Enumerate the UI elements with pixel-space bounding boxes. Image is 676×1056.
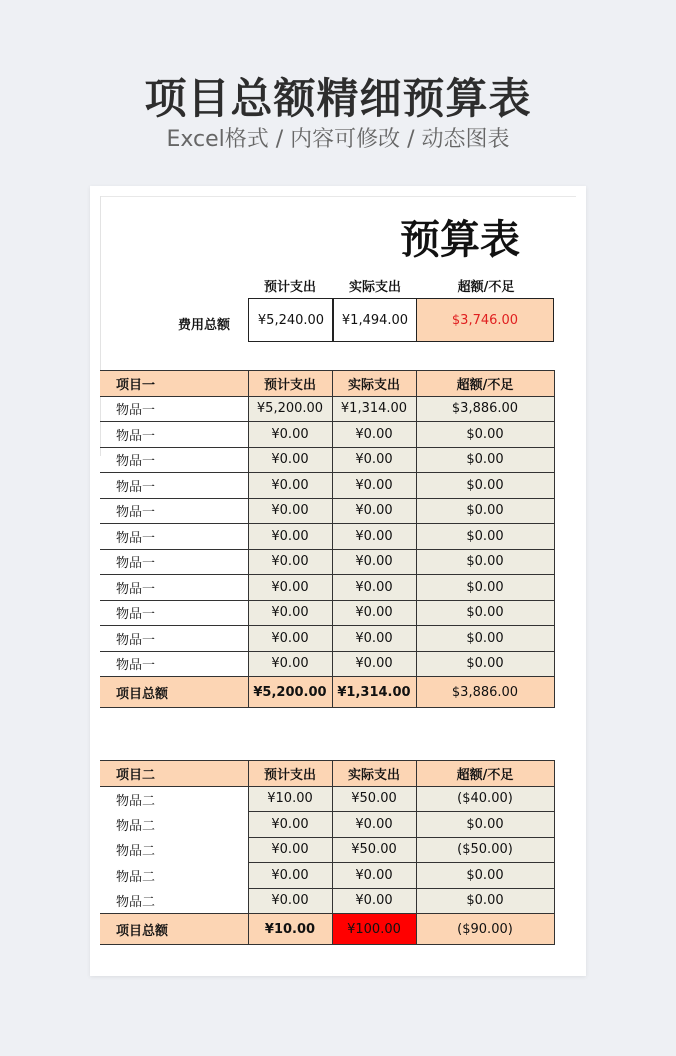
diff-cell[interactable]: ($90.00) — [416, 914, 554, 945]
actual-cell[interactable]: ¥0.00 — [332, 549, 416, 575]
actual-cell[interactable]: ¥0.00 — [332, 600, 416, 626]
section-two-table — [100, 760, 555, 945]
item-name-cell[interactable]: 物品二 — [100, 863, 248, 889]
diff-cell[interactable]: $3,886.00 — [416, 677, 554, 708]
diff-cell[interactable]: ($50.00) — [416, 837, 554, 863]
table-row — [100, 626, 554, 652]
actual-cell[interactable]: ¥100.00 — [332, 914, 416, 945]
planned-cell[interactable]: 预计支出 — [248, 761, 332, 787]
diff-cell[interactable]: $0.00 — [416, 473, 554, 499]
diff-cell[interactable]: 超额/不足 — [416, 371, 554, 397]
table-row — [100, 447, 554, 473]
planned-cell[interactable]: ¥0.00 — [248, 524, 332, 550]
item-name-cell[interactable]: 物品一 — [100, 651, 248, 677]
summary-col-actual: 实际支出 — [348, 280, 401, 295]
item-name-cell[interactable]: 物品一 — [100, 626, 248, 652]
planned-cell[interactable]: ¥0.00 — [248, 447, 332, 473]
item-name-cell[interactable]: 物品二 — [100, 786, 248, 812]
gridline — [100, 196, 576, 197]
table-row — [100, 473, 554, 499]
table-row — [100, 422, 554, 448]
diff-cell[interactable]: $3,886.00 — [416, 396, 554, 422]
diff-cell[interactable]: $0.00 — [416, 600, 554, 626]
sheet-title: 预算表 — [400, 217, 520, 263]
item-name-cell[interactable]: 项目总额 — [100, 677, 248, 708]
diff-cell[interactable]: $0.00 — [416, 812, 554, 838]
planned-cell[interactable]: ¥0.00 — [248, 888, 332, 914]
table-header-row — [100, 761, 554, 787]
actual-cell[interactable]: ¥0.00 — [332, 524, 416, 550]
diff-cell[interactable]: ($40.00) — [416, 786, 554, 812]
planned-cell[interactable]: ¥0.00 — [248, 422, 332, 448]
page-title: 项目总额精细预算表 — [144, 74, 532, 123]
section-one-table — [100, 370, 555, 708]
planned-cell[interactable]: ¥0.00 — [248, 812, 332, 838]
table-row — [100, 812, 554, 838]
planned-cell[interactable]: ¥5,200.00 — [248, 677, 332, 708]
summary-actual-cell[interactable]: ¥1,494.00 — [332, 298, 418, 342]
diff-cell[interactable]: $0.00 — [416, 549, 554, 575]
item-name-cell[interactable]: 物品一 — [100, 447, 248, 473]
table-row — [100, 498, 554, 524]
planned-cell[interactable]: 预计支出 — [248, 371, 332, 397]
item-name-cell[interactable]: 项目二 — [100, 761, 248, 787]
table-row — [100, 524, 554, 550]
item-name-cell[interactable]: 项目总额 — [100, 914, 248, 945]
diff-cell[interactable]: $0.00 — [416, 651, 554, 677]
page-subtitle: Excel格式 / 内容可修改 / 动态图表 — [166, 127, 510, 152]
item-name-cell[interactable]: 物品二 — [100, 888, 248, 914]
summary-diff-cell[interactable]: $3,746.00 — [416, 298, 554, 342]
diff-cell[interactable]: $0.00 — [416, 498, 554, 524]
item-name-cell[interactable]: 物品一 — [100, 600, 248, 626]
actual-cell[interactable]: 实际支出 — [332, 761, 416, 787]
diff-cell[interactable]: $0.00 — [416, 447, 554, 473]
actual-cell[interactable]: ¥0.00 — [332, 812, 416, 838]
diff-cell[interactable]: $0.00 — [416, 524, 554, 550]
summary-row-label: 费用总额 — [178, 318, 231, 333]
table-header-row — [100, 371, 554, 397]
actual-cell[interactable]: ¥0.00 — [332, 888, 416, 914]
actual-cell[interactable]: ¥0.00 — [332, 626, 416, 652]
summary-col-diff: 超额/不足 — [457, 280, 515, 295]
planned-cell[interactable]: ¥0.00 — [248, 863, 332, 889]
actual-cell[interactable]: ¥1,314.00 — [332, 677, 416, 708]
actual-cell[interactable]: ¥50.00 — [332, 786, 416, 812]
table-total-row — [100, 914, 554, 945]
planned-cell[interactable]: ¥10.00 — [248, 914, 332, 945]
table-row — [100, 549, 554, 575]
item-name-cell[interactable]: 物品一 — [100, 396, 248, 422]
table-row — [100, 786, 554, 812]
planned-cell[interactable]: ¥0.00 — [248, 651, 332, 677]
planned-cell[interactable]: ¥0.00 — [248, 837, 332, 863]
actual-cell[interactable]: ¥50.00 — [332, 837, 416, 863]
diff-cell[interactable]: $0.00 — [416, 863, 554, 889]
table-row — [100, 837, 554, 863]
planned-cell[interactable]: ¥0.00 — [248, 498, 332, 524]
item-name-cell[interactable]: 物品一 — [100, 549, 248, 575]
planned-cell[interactable]: ¥0.00 — [248, 549, 332, 575]
planned-cell[interactable]: ¥0.00 — [248, 575, 332, 601]
planned-cell[interactable]: ¥5,200.00 — [248, 396, 332, 422]
table-row — [100, 651, 554, 677]
table-row — [100, 396, 554, 422]
planned-cell[interactable]: ¥0.00 — [248, 473, 332, 499]
diff-cell[interactable]: $0.00 — [416, 626, 554, 652]
diff-cell[interactable]: $0.00 — [416, 888, 554, 914]
item-name-cell[interactable]: 物品一 — [100, 524, 248, 550]
actual-cell[interactable]: ¥0.00 — [332, 422, 416, 448]
summary-planned-cell[interactable]: ¥5,240.00 — [248, 298, 334, 342]
item-name-cell[interactable]: 物品二 — [100, 837, 248, 863]
table-row — [100, 600, 554, 626]
diff-cell[interactable]: 超额/不足 — [416, 761, 554, 787]
actual-cell[interactable]: ¥0.00 — [332, 473, 416, 499]
item-name-cell[interactable]: 物品一 — [100, 422, 248, 448]
summary-col-planned: 预计支出 — [263, 280, 316, 295]
actual-cell[interactable]: ¥0.00 — [332, 575, 416, 601]
planned-cell[interactable]: ¥10.00 — [248, 786, 332, 812]
item-name-cell[interactable]: 物品一 — [100, 575, 248, 601]
actual-cell[interactable]: ¥0.00 — [332, 651, 416, 677]
actual-cell[interactable]: ¥0.00 — [332, 863, 416, 889]
item-name-cell[interactable]: 物品一 — [100, 498, 248, 524]
diff-cell[interactable]: $0.00 — [416, 575, 554, 601]
table-total-row — [100, 677, 554, 708]
item-name-cell[interactable]: 物品一 — [100, 473, 248, 499]
table-row — [100, 575, 554, 601]
actual-cell[interactable]: ¥0.00 — [332, 447, 416, 473]
spreadsheet-preview — [90, 186, 586, 976]
item-name-cell[interactable]: 物品二 — [100, 812, 248, 838]
actual-cell[interactable]: ¥0.00 — [332, 498, 416, 524]
item-name-cell[interactable]: 项目一 — [100, 371, 248, 397]
actual-cell[interactable]: ¥1,314.00 — [332, 396, 416, 422]
table-row — [100, 888, 554, 914]
table-row — [100, 863, 554, 889]
actual-cell[interactable]: 实际支出 — [332, 371, 416, 397]
planned-cell[interactable]: ¥0.00 — [248, 600, 332, 626]
planned-cell[interactable]: ¥0.00 — [248, 626, 332, 652]
diff-cell[interactable]: $0.00 — [416, 422, 554, 448]
